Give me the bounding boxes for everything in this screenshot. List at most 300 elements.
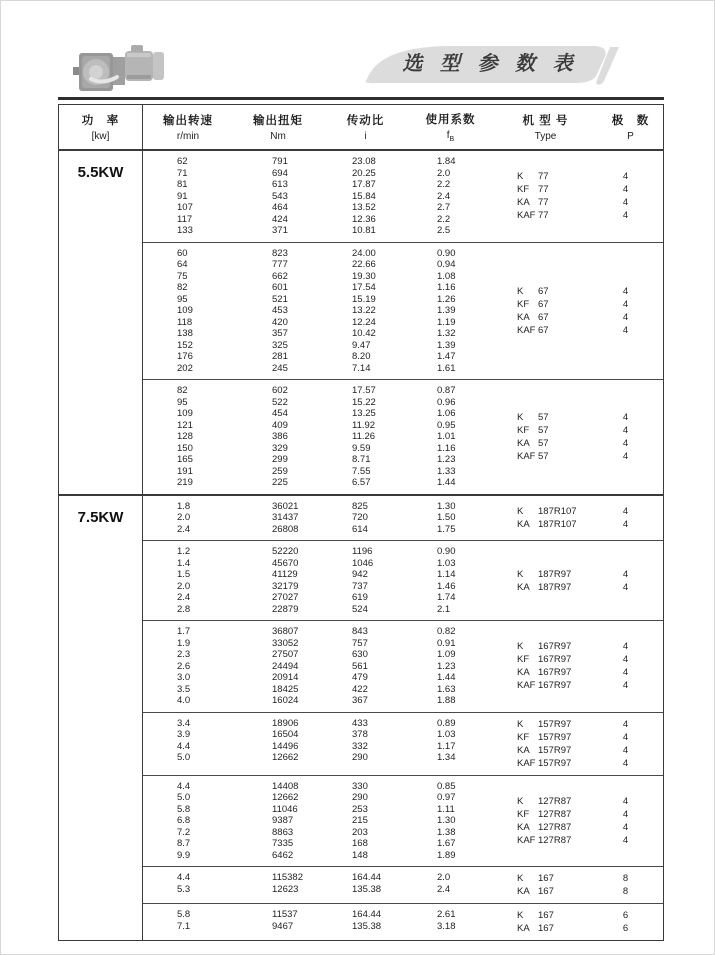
header-torque-zh: 输出扭矩 <box>253 115 303 127</box>
cell-poles: 4 <box>622 505 629 517</box>
col-speed <box>143 546 233 615</box>
cell-torque: 31437 <box>272 512 299 523</box>
cell-service-factor: 1.44 <box>437 672 456 683</box>
cell-poles: 6 <box>622 910 629 921</box>
cell-torque: 424 <box>272 213 288 225</box>
type-prefix: K <box>517 285 524 297</box>
cell-service-factor: 1.17 <box>437 740 456 752</box>
col-ratio <box>323 626 408 707</box>
cell-ratio: 17.57 <box>352 385 376 396</box>
cell-speed: 3.4 <box>177 717 191 729</box>
cell-poles: 4 <box>622 568 629 580</box>
type-size: 157R97 <box>538 757 572 769</box>
cell-service-factor: 0.90 <box>437 546 456 557</box>
cell-service-factor: 1.30 <box>437 815 456 826</box>
cell-speed: 95 <box>177 293 188 305</box>
cell-type <box>517 437 598 450</box>
cell-ratio: 135.38 <box>352 920 382 932</box>
cell-type <box>517 170 598 183</box>
cell-service-factor: 1.46 <box>437 580 456 592</box>
type-prefix: KF <box>517 424 530 436</box>
col-speed <box>143 156 233 237</box>
type-size: 157R97 <box>538 718 572 730</box>
cell-poles: 4 <box>622 184 629 196</box>
header-type-unit: Type <box>534 131 557 142</box>
col-torque <box>233 385 323 489</box>
cell-speed: 62 <box>177 156 188 167</box>
col-poles <box>598 626 663 707</box>
type-prefix: K <box>517 873 524 884</box>
cell-service-factor: 1.08 <box>437 270 456 282</box>
cell-service-factor: 1.50 <box>437 512 456 523</box>
cell-service-factor: 1.89 <box>437 849 456 861</box>
cell-service-factor: 1.39 <box>437 305 456 316</box>
cell-service-factor: 0.89 <box>437 717 456 729</box>
header-power <box>59 105 143 149</box>
cell-type <box>517 679 598 692</box>
type-size: 67 <box>538 311 549 323</box>
cell-torque: 409 <box>272 419 288 431</box>
cell-torque: 27027 <box>272 592 299 603</box>
cell-type <box>517 640 598 653</box>
cell-poles: 6 <box>622 923 629 934</box>
type-size: 157R97 <box>538 744 572 756</box>
table-header-row <box>59 105 663 151</box>
cell-speed: 2.3 <box>177 649 191 660</box>
cell-service-factor: 1.16 <box>437 282 456 293</box>
cell-torque: 464 <box>272 202 288 213</box>
cell-speed: 4.0 <box>177 695 191 706</box>
cell-type <box>517 731 598 744</box>
header-power-unit: [kw] <box>91 131 110 142</box>
cell-ratio: 619 <box>352 592 368 603</box>
cell-ratio: 20.25 <box>352 167 376 179</box>
cell-speed: 1.9 <box>177 637 191 649</box>
data-block <box>143 540 663 620</box>
cell-ratio: 290 <box>352 792 368 803</box>
col-torque <box>233 909 323 935</box>
type-size: 77 <box>538 197 549 209</box>
col-type <box>493 626 598 707</box>
cell-service-factor: 1.11 <box>437 803 455 815</box>
cell-speed: 3.0 <box>177 672 191 683</box>
cell-torque: 791 <box>272 156 288 167</box>
cell-ratio: 22.66 <box>352 259 376 270</box>
cell-speed: 5.0 <box>177 752 191 763</box>
cell-torque: 777 <box>272 259 288 270</box>
col-type <box>493 156 598 237</box>
data-block <box>143 151 663 242</box>
type-size: 77 <box>538 171 549 183</box>
col-torque <box>233 781 323 862</box>
cell-service-factor: 1.44 <box>437 477 456 488</box>
type-size: 127R87 <box>538 834 572 846</box>
cell-type <box>517 834 598 847</box>
cell-speed: 2.0 <box>177 512 191 523</box>
type-size: 67 <box>538 298 549 310</box>
cell-type <box>517 298 598 311</box>
cell-speed: 4.4 <box>177 872 191 883</box>
type-prefix: KAF <box>517 324 536 336</box>
type-size: 167R97 <box>538 654 572 666</box>
cell-speed: 2.6 <box>177 660 191 672</box>
type-size: 167 <box>538 886 554 897</box>
cell-torque: 453 <box>272 305 288 316</box>
cell-torque: 521 <box>272 293 288 305</box>
col-service-factor <box>408 385 493 489</box>
cell-speed: 3.5 <box>177 683 191 695</box>
header-poles-zh: 极 数 <box>611 115 650 127</box>
cell-ratio: 7.55 <box>352 465 371 477</box>
cell-ratio: 524 <box>352 603 368 615</box>
type-size: 57 <box>538 411 549 423</box>
cell-torque: 20914 <box>272 672 299 683</box>
type-prefix: KA <box>517 437 530 449</box>
cell-torque: 613 <box>272 179 288 190</box>
cell-torque: 6462 <box>272 849 294 861</box>
cell-speed: 165 <box>177 454 193 465</box>
cell-torque: 7335 <box>272 838 294 849</box>
col-torque <box>233 872 323 898</box>
cell-torque: 36021 <box>272 500 299 512</box>
cell-service-factor: 0.97 <box>437 792 456 803</box>
cell-type <box>517 324 598 337</box>
type-prefix: K <box>517 505 524 517</box>
cell-speed: 121 <box>177 419 193 431</box>
col-service-factor <box>408 781 493 862</box>
cell-type <box>517 285 598 298</box>
col-service-factor <box>408 872 493 898</box>
cell-ratio: 23.08 <box>352 156 376 167</box>
header-service-factor-unit: $f_B$ <box>446 130 455 143</box>
cell-torque: 662 <box>272 270 288 282</box>
cell-speed: 71 <box>177 167 188 179</box>
cell-type <box>517 183 598 196</box>
cell-torque: 36807 <box>272 626 299 637</box>
cell-service-factor: 2.0 <box>437 167 451 179</box>
cell-poles: 4 <box>622 311 629 323</box>
cell-type <box>517 795 598 808</box>
col-service-factor <box>408 909 493 935</box>
cell-torque: 357 <box>272 328 288 339</box>
cell-speed: 5.8 <box>177 909 191 920</box>
gearmotor-photo <box>73 41 171 99</box>
cell-poles: 4 <box>622 324 629 336</box>
cell-ratio: 12.36 <box>352 213 376 225</box>
col-ratio <box>323 501 408 536</box>
cell-service-factor: 2.2 <box>437 179 451 190</box>
col-torque <box>233 546 323 615</box>
cell-service-factor: 1.33 <box>437 465 456 477</box>
type-prefix: KA <box>517 821 530 833</box>
type-prefix: K <box>517 641 524 653</box>
col-type <box>493 546 598 615</box>
type-prefix: K <box>517 171 524 183</box>
cell-speed: 1.5 <box>177 569 191 580</box>
cell-speed: 202 <box>177 362 193 374</box>
cell-ratio: 135.38 <box>352 883 382 895</box>
type-prefix: KAF <box>517 757 536 769</box>
cell-speed: 128 <box>177 431 193 442</box>
cell-speed: 2.4 <box>177 592 191 603</box>
cell-speed: 5.0 <box>177 792 191 803</box>
cell-ratio: 10.81 <box>352 225 376 236</box>
cell-ratio: 630 <box>352 649 368 660</box>
cell-type <box>517 196 598 209</box>
cell-poles: 4 <box>622 285 629 297</box>
cell-torque: 454 <box>272 408 288 419</box>
cell-ratio: 9.47 <box>352 339 371 351</box>
col-service-factor <box>408 626 493 707</box>
cell-service-factor: 0.82 <box>437 626 456 637</box>
cell-poles: 4 <box>622 680 629 692</box>
type-prefix: K <box>517 910 524 921</box>
cell-service-factor: 1.03 <box>437 729 456 740</box>
col-ratio <box>323 248 408 375</box>
col-torque <box>233 718 323 770</box>
cell-speed: 118 <box>177 316 193 328</box>
type-prefix: K <box>517 568 524 580</box>
type-size: 187R97 <box>538 581 572 593</box>
type-size: 187R107 <box>538 505 577 517</box>
header-power-zh: 功 率 <box>81 115 120 127</box>
type-prefix: KAF <box>517 210 536 222</box>
type-size: 77 <box>538 184 549 196</box>
data-block <box>143 496 663 541</box>
cell-service-factor: 1.88 <box>437 695 456 706</box>
cell-ratio: 19.30 <box>352 270 376 282</box>
cell-ratio: 13.25 <box>352 408 376 419</box>
cell-torque: 281 <box>272 351 288 362</box>
cell-service-factor: 0.90 <box>437 247 456 259</box>
cell-poles: 4 <box>622 450 629 462</box>
col-service-factor <box>408 501 493 536</box>
header-speed <box>143 105 233 149</box>
cell-ratio: 17.54 <box>352 282 376 293</box>
cell-poles: 4 <box>622 731 629 743</box>
col-poles <box>598 909 663 935</box>
cell-ratio: 12.24 <box>352 316 376 328</box>
cell-torque: 325 <box>272 339 288 351</box>
cell-type <box>517 718 598 731</box>
cell-speed: 2.8 <box>177 603 191 615</box>
col-speed <box>143 626 233 707</box>
cell-torque: 299 <box>272 454 288 465</box>
cell-ratio: 290 <box>352 752 368 763</box>
col-type <box>493 909 598 935</box>
cell-ratio: 164.44 <box>352 909 382 920</box>
cell-service-factor: 1.75 <box>437 523 456 535</box>
cell-poles: 4 <box>622 424 629 436</box>
cell-speed: 109 <box>177 305 193 316</box>
cell-torque: 225 <box>272 477 288 488</box>
table-body <box>59 151 663 940</box>
cell-service-factor: 1.32 <box>437 328 456 339</box>
cell-ratio: 8.20 <box>352 351 371 362</box>
cell-service-factor: 0.94 <box>437 259 456 270</box>
cell-ratio: 17.87 <box>352 179 376 190</box>
cell-poles: 4 <box>622 171 629 183</box>
cell-torque: 11046 <box>272 803 298 815</box>
cell-service-factor: 1.09 <box>437 649 456 660</box>
type-prefix: KA <box>517 518 530 530</box>
power-section <box>59 151 663 494</box>
type-size: 127R87 <box>538 808 572 820</box>
col-poles <box>598 501 663 536</box>
cell-ratio: 422 <box>352 683 368 695</box>
cell-poles: 4 <box>622 298 629 310</box>
cell-service-factor: 1.03 <box>437 557 456 569</box>
type-size: 57 <box>538 450 549 462</box>
cell-speed: 4.4 <box>177 740 191 752</box>
type-prefix: KF <box>517 654 530 666</box>
type-prefix: KA <box>517 581 530 593</box>
cell-service-factor: 1.84 <box>437 156 456 167</box>
col-poles <box>598 718 663 770</box>
cell-torque: 18906 <box>272 717 299 729</box>
col-poles <box>598 781 663 862</box>
cell-speed: 176 <box>177 351 193 362</box>
cell-type <box>517 581 598 594</box>
cell-type <box>517 821 598 834</box>
cell-torque: 24494 <box>272 660 299 672</box>
cell-ratio: 164.44 <box>352 872 382 883</box>
header-service-factor <box>408 105 493 149</box>
cell-type <box>517 872 598 885</box>
cell-service-factor: 0.91 <box>437 637 456 649</box>
type-prefix: KF <box>517 298 530 310</box>
cell-speed: 64 <box>177 259 188 270</box>
type-size: 127R87 <box>538 795 572 807</box>
cell-type <box>517 505 598 518</box>
cell-type <box>517 744 598 757</box>
cell-torque: 16024 <box>272 695 299 706</box>
section-blocks <box>143 496 663 941</box>
cell-torque: 12662 <box>272 792 299 803</box>
cell-ratio: 479 <box>352 672 368 683</box>
cell-torque: 602 <box>272 385 288 396</box>
col-ratio <box>323 781 408 862</box>
page-title-banner <box>361 41 623 87</box>
cell-ratio: 1046 <box>352 557 374 569</box>
cell-poles: 4 <box>622 821 629 833</box>
cell-torque: 41129 <box>272 569 298 580</box>
cell-ratio: 11.92 <box>352 419 376 431</box>
col-speed <box>143 781 233 862</box>
cell-ratio: 148 <box>352 849 368 861</box>
cell-ratio: 561 <box>352 660 368 672</box>
cell-poles: 4 <box>622 667 629 679</box>
cell-torque: 8863 <box>272 826 294 838</box>
type-size: 167R97 <box>538 667 572 679</box>
cell-ratio: 9.59 <box>352 442 371 454</box>
power-label: 5.5KW <box>59 151 143 494</box>
cell-service-factor: 1.23 <box>437 660 456 672</box>
cell-type <box>517 909 598 922</box>
type-size: 187R107 <box>538 518 577 530</box>
cell-ratio: 11.26 <box>352 431 376 442</box>
cell-torque: 18425 <box>272 683 299 695</box>
cell-poles: 4 <box>622 581 629 593</box>
col-torque <box>233 501 323 536</box>
cell-ratio: 203 <box>352 826 368 838</box>
cell-speed: 219 <box>177 477 193 488</box>
cell-torque: 16504 <box>272 729 299 740</box>
cell-service-factor: 1.61 <box>437 362 456 374</box>
cell-poles: 8 <box>622 886 629 897</box>
cell-torque: 9387 <box>272 815 294 826</box>
cell-service-factor: 2.61 <box>437 909 456 920</box>
type-prefix: KF <box>517 184 530 196</box>
cell-torque: 12662 <box>272 752 299 763</box>
cell-service-factor: 0.95 <box>437 419 456 431</box>
cell-poles: 4 <box>622 641 629 653</box>
type-size: 167R97 <box>538 641 572 653</box>
type-prefix: K <box>517 411 524 423</box>
type-prefix: KA <box>517 667 530 679</box>
type-prefix: KF <box>517 808 530 820</box>
cell-speed: 82 <box>177 385 188 396</box>
cell-service-factor: 1.06 <box>437 408 456 419</box>
cell-speed: 5.8 <box>177 803 191 815</box>
cell-service-factor: 1.26 <box>437 293 456 305</box>
cell-poles: 4 <box>622 718 629 730</box>
cell-poles: 4 <box>622 834 629 846</box>
type-prefix: KA <box>517 197 530 209</box>
cell-torque: 601 <box>272 282 288 293</box>
col-torque <box>233 248 323 375</box>
cell-type <box>517 450 598 463</box>
header-torque-unit: Nm <box>270 131 286 142</box>
type-prefix: KA <box>517 744 530 756</box>
col-service-factor <box>408 546 493 615</box>
type-size: 167 <box>538 910 554 921</box>
cell-speed: 152 <box>177 339 193 351</box>
col-torque <box>233 156 323 237</box>
cell-service-factor: 2.7 <box>437 202 451 213</box>
cell-service-factor: 1.30 <box>437 500 456 512</box>
cell-service-factor: 2.1 <box>437 603 451 615</box>
cell-ratio: 24.00 <box>352 247 376 259</box>
power-section <box>59 494 663 941</box>
data-block <box>143 620 663 712</box>
type-size: 57 <box>538 437 549 449</box>
cell-poles: 4 <box>622 518 629 530</box>
cell-ratio: 13.22 <box>352 305 376 316</box>
cell-ratio: 843 <box>352 626 368 637</box>
cell-speed: 75 <box>177 270 188 282</box>
cell-service-factor: 1.23 <box>437 454 456 465</box>
data-block <box>143 866 663 903</box>
col-ratio <box>323 909 408 935</box>
type-size: 167 <box>538 873 554 884</box>
cell-speed: 1.8 <box>177 500 191 512</box>
cell-ratio: 330 <box>352 780 368 792</box>
cell-type <box>517 209 598 222</box>
data-block <box>143 379 663 494</box>
cell-service-factor: 0.87 <box>437 385 456 396</box>
type-prefix: KAF <box>517 680 536 692</box>
cell-speed: 1.4 <box>177 557 191 569</box>
type-prefix: KF <box>517 731 530 743</box>
cell-service-factor: 1.16 <box>437 442 456 454</box>
cell-speed: 150 <box>177 442 193 454</box>
cell-service-factor: 1.63 <box>437 683 456 695</box>
cell-ratio: 942 <box>352 569 368 580</box>
type-size: 127R87 <box>538 821 572 833</box>
cell-torque: 823 <box>272 247 288 259</box>
col-ratio <box>323 718 408 770</box>
